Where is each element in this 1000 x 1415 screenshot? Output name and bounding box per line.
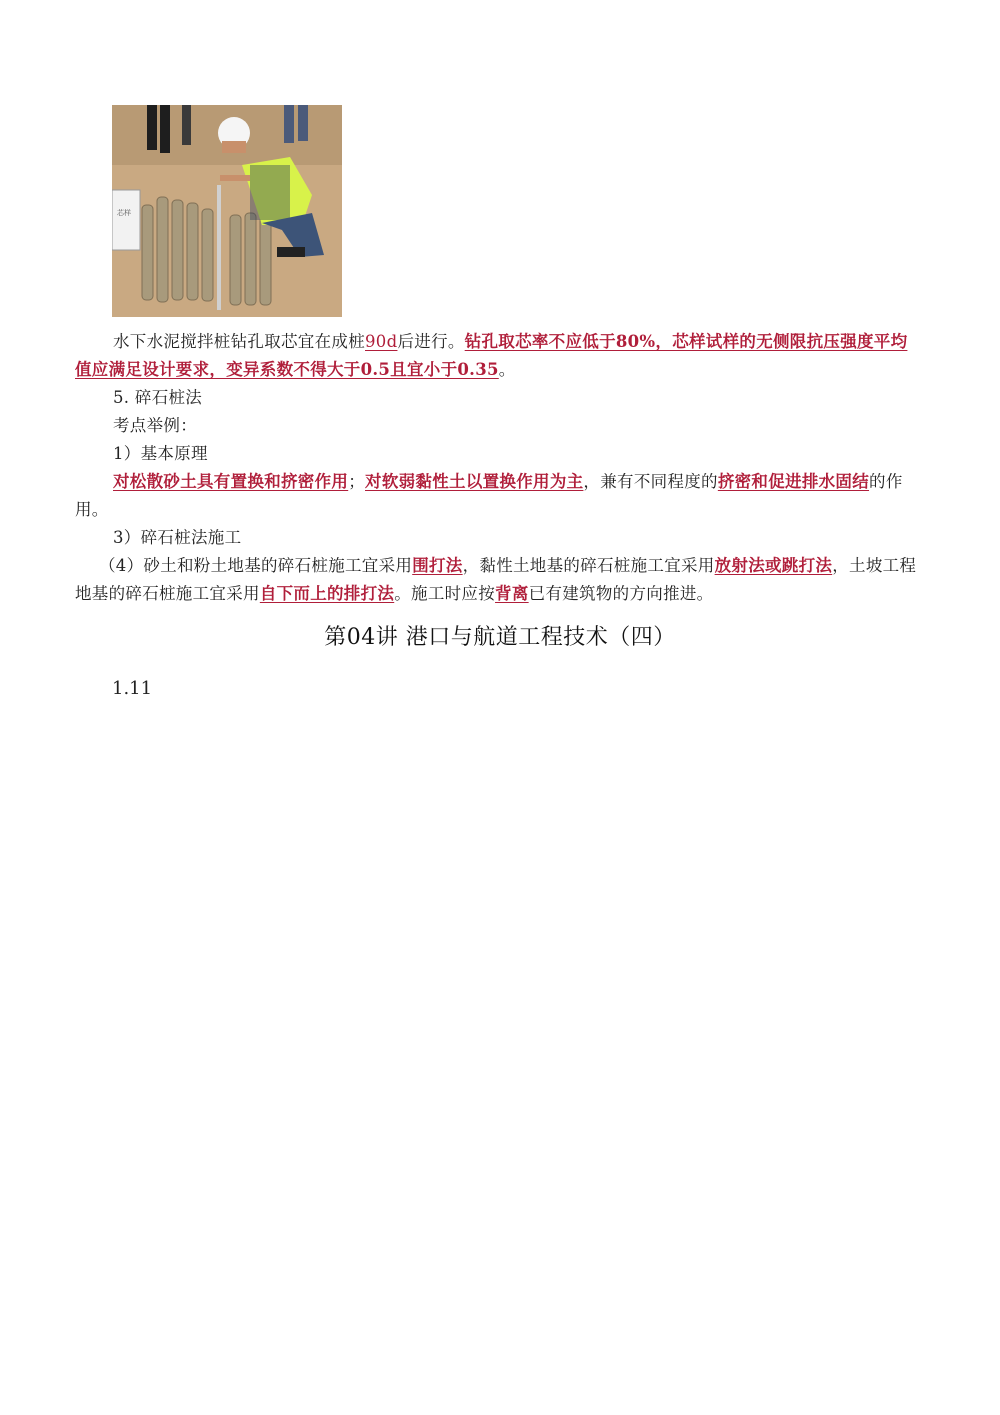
highlight-soft-clay: 对软弱黏性土以置换作用为主	[365, 472, 584, 491]
lecture-subtitle: 1.11	[112, 678, 153, 699]
paragraph-core-drilling	[75, 328, 920, 384]
text-segment: 。施工时应按	[394, 584, 496, 603]
text-segment: 的作用。	[75, 472, 903, 519]
highlight-loose-sand: 对松散砂土具有置换和挤密作用	[113, 472, 349, 491]
text-segment: ，土坡工程地基的碎石桩施工宜采用	[75, 556, 917, 603]
core-sample-illustration	[112, 105, 342, 317]
exam-points-label: 考点举例：	[113, 416, 197, 435]
text-segment: （4）砂土和粉土地基的碎石桩施工宜采用	[99, 556, 413, 575]
heading-construction: 3）碎石桩法施工	[113, 528, 242, 547]
text-segment: 已有建筑物的方向推进。	[528, 584, 714, 603]
heading-basic-principle: 1）基本原理	[113, 444, 208, 463]
sign-label: 芯样	[117, 209, 131, 217]
core-sample-photo	[112, 105, 342, 317]
text-segment: ，黏性土地基的碎石桩施工宜采用	[462, 556, 715, 575]
lecture-title: 第04讲 港口与航道工程技术（四）	[324, 625, 676, 650]
text-segment: 。	[498, 360, 516, 379]
heading-gravel-pile: 5. 碎石桩法	[113, 388, 203, 407]
text-segment: 水下水泥搅拌桩钻孔取芯宜在成桩	[113, 332, 365, 351]
highlight-90d: 90d	[365, 332, 398, 351]
highlight-radial: 放射法或跳打法	[714, 556, 833, 575]
highlight-core-rate: 钻孔取芯率不应低于80%，芯样试样的无侧限抗压强度平均值应满足设计要求，变异系数不得大于0.5且宜小于0.35	[75, 332, 908, 379]
paragraph-principle	[75, 468, 920, 524]
highlight-away: 背离	[495, 584, 529, 603]
text-segment: 后进行。	[397, 332, 465, 351]
highlight-bottom-up: 自下而上的排打法	[259, 584, 395, 603]
paragraph-construction	[75, 552, 920, 608]
highlight-drainage: 挤密和促进排水固结	[717, 472, 870, 491]
text-segment: ，兼有不同程度的	[583, 472, 718, 491]
text-segment: ；	[348, 472, 366, 491]
highlight-enclosing: 围打法	[412, 556, 463, 575]
